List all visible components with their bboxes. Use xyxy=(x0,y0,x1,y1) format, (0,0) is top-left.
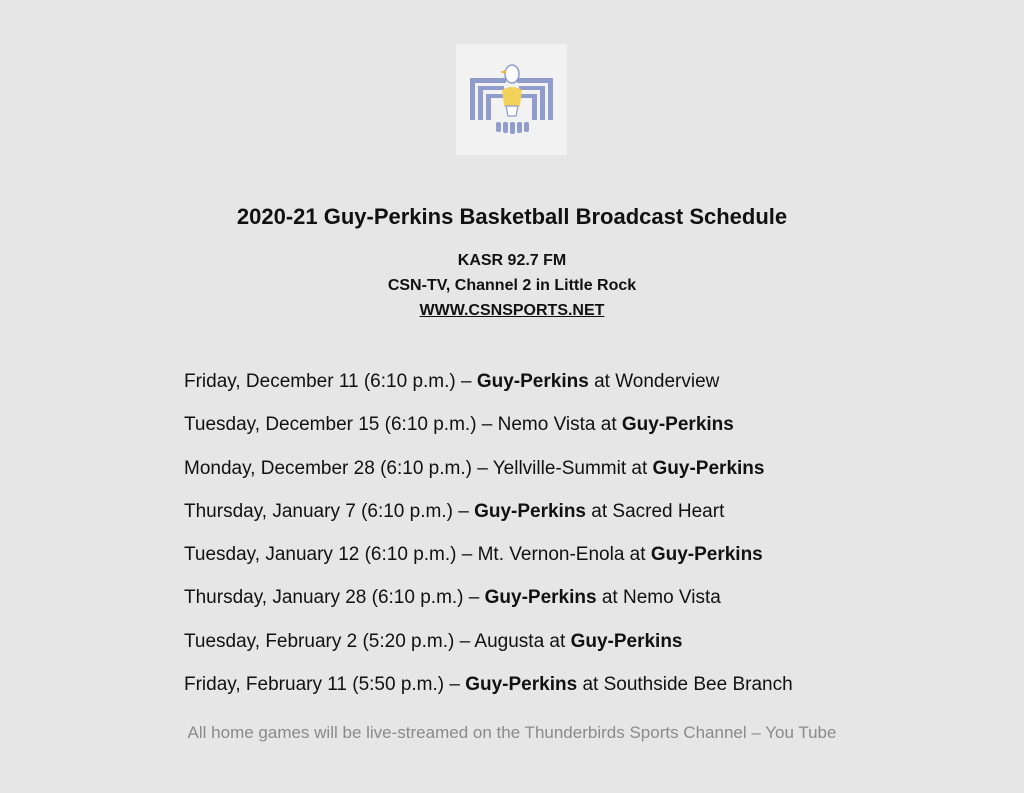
game-row xyxy=(184,412,793,455)
game-date: Thursday, January 28 (6:10 p.m.) – xyxy=(184,587,485,609)
game-date: Tuesday, February 2 (5:20 p.m.) – xyxy=(184,630,475,652)
game-at: at xyxy=(588,371,616,392)
game-row xyxy=(184,585,793,628)
game-row xyxy=(184,499,793,542)
radio-station: KASR 92.7 FM xyxy=(457,252,567,269)
game-date: Monday, December 28 (6:10 p.m.) – xyxy=(184,457,493,479)
game-away-team: Augusta xyxy=(474,630,545,652)
game-home-team: Guy-Perkins xyxy=(652,457,765,479)
game-away-team: Guy-Perkins xyxy=(484,587,597,609)
game-date: Tuesday, December 15 (6:10 p.m.) – xyxy=(184,414,498,436)
streaming-note: All home games will be live-streamed on the Thunderbirds Sports Channel – You Tube xyxy=(187,723,837,742)
game-at: at xyxy=(595,414,622,436)
game-schedule xyxy=(184,369,793,715)
page-title: 2020-21 Guy-Perkins Basketball Broadcast Schedule xyxy=(236,204,788,229)
game-away-team: Yellville-Summit xyxy=(492,457,627,479)
thunderbird-logo xyxy=(456,44,567,155)
game-home-team: Southside Bee Branch xyxy=(603,674,793,696)
game-date: Thursday, January 7 (6:10 p.m.) – xyxy=(184,500,475,522)
game-row xyxy=(184,629,793,672)
thunderbird-logo-icon xyxy=(456,44,567,155)
game-home-team: Wonderview xyxy=(615,371,720,392)
game-at: at xyxy=(626,457,653,479)
game-home-team: Guy-Perkins xyxy=(650,544,763,566)
game-home-team: Nemo Vista xyxy=(622,587,721,609)
game-away-team: Guy-Perkins xyxy=(476,371,589,392)
website-link[interactable]: WWW.CSNSPORTS.NET xyxy=(419,302,605,319)
tv-station: CSN-TV, Channel 2 in Little Rock xyxy=(387,277,637,294)
game-at: at xyxy=(577,674,604,696)
game-home-team: Guy-Perkins xyxy=(570,630,683,652)
game-row xyxy=(184,456,793,499)
game-away-team: Guy-Perkins xyxy=(465,674,578,696)
game-row xyxy=(184,369,793,412)
game-row xyxy=(184,672,793,715)
game-away-team: Mt. Vernon-Enola xyxy=(477,544,625,566)
game-row xyxy=(184,542,793,585)
game-away-team: Nemo Vista xyxy=(497,414,596,436)
game-date: Friday, February 11 (5:50 p.m.) – xyxy=(184,674,466,696)
game-home-team: Guy-Perkins xyxy=(621,414,734,436)
game-date: Tuesday, January 12 (6:10 p.m.) – xyxy=(184,544,478,566)
game-date: Friday, December 11 (6:10 p.m.) – xyxy=(184,371,477,392)
game-at: at xyxy=(596,587,623,609)
game-away-team: Guy-Perkins xyxy=(474,500,586,522)
game-at: at xyxy=(586,500,613,522)
game-at: at xyxy=(544,630,571,652)
game-home-team: Sacred Heart xyxy=(612,500,725,522)
game-at: at xyxy=(624,544,651,566)
